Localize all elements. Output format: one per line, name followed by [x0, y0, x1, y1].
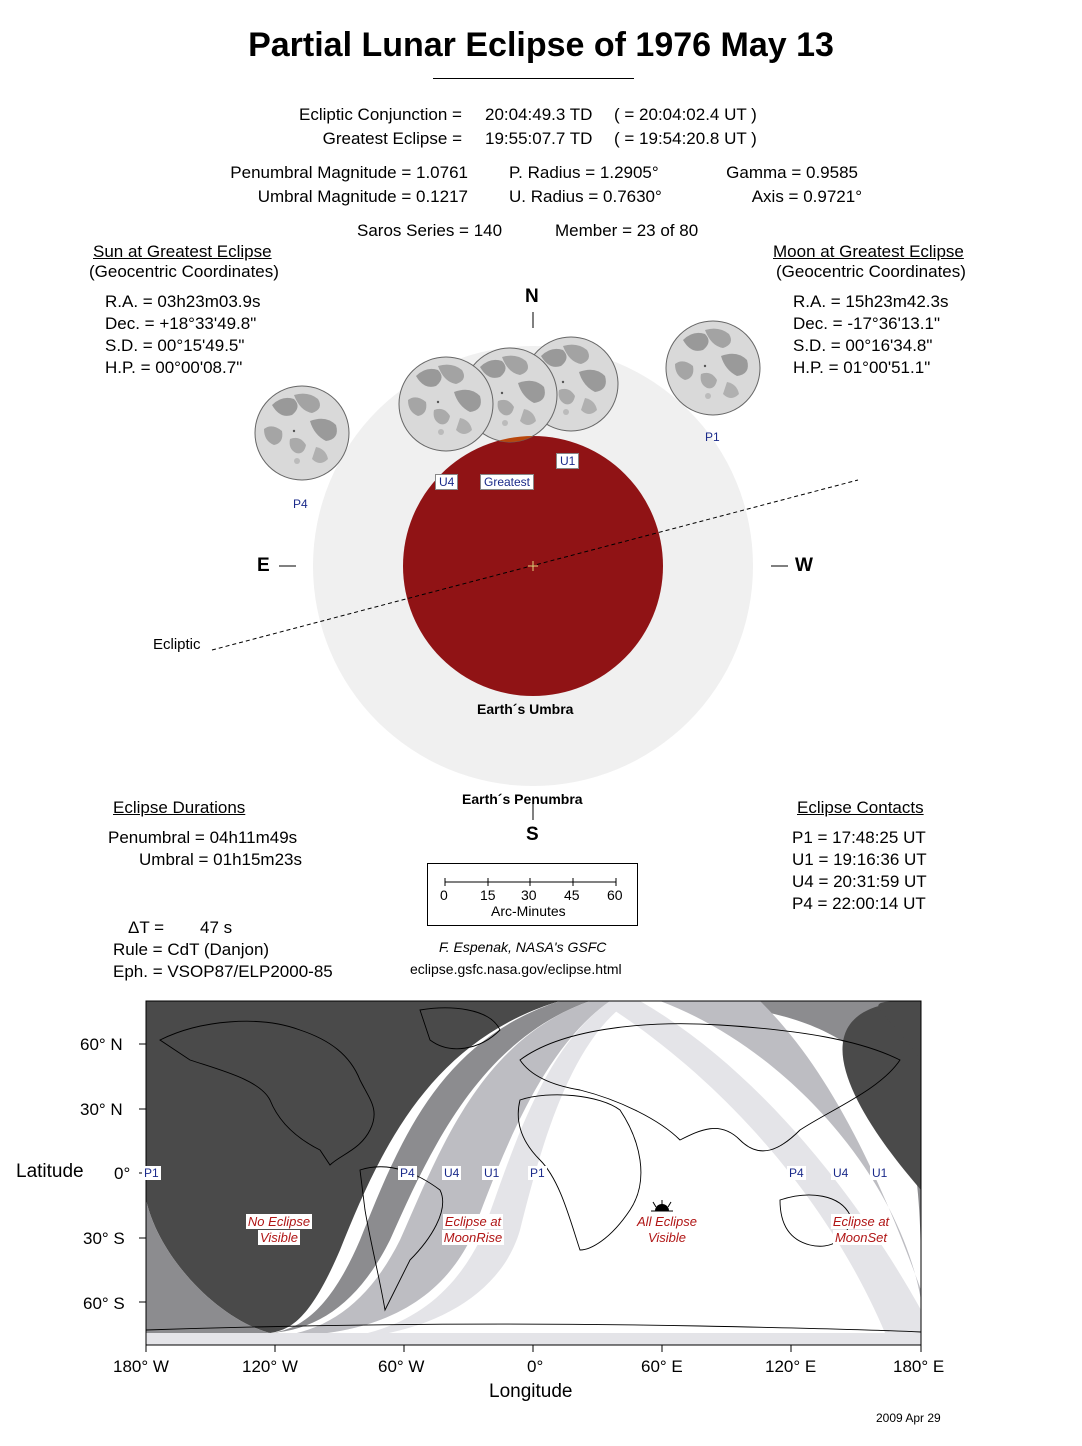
saros-series: Saros Series = 140 [357, 221, 503, 240]
conjunction-label: Ecliptic Conjunction = [298, 105, 462, 124]
scale-tick-15: 15 [480, 887, 496, 903]
axis: Axis = 0.9721° [751, 187, 862, 206]
moon-ra: R.A. = 15h23m42.3s [793, 292, 949, 311]
sun-dec: Dec. = +18°33'49.8" [105, 314, 257, 333]
lon-tick-120w: 120° W [242, 1357, 298, 1376]
lat-tick-60s: 60° S [83, 1294, 125, 1313]
greatest-label: Greatest Eclipse = [322, 129, 462, 148]
region-moonrise-label [434, 1214, 512, 1246]
contacts-heading: Eclipse Contacts [797, 798, 924, 817]
lon-tick-120e: 120° E [765, 1357, 817, 1376]
moon-hp: H.P. = 01°00'51.1" [793, 358, 931, 377]
ecliptic-label: Ecliptic [153, 636, 201, 653]
no-eclipse-line2: Visible [259, 1230, 299, 1245]
sun-hp: H.P. = 00°00'08.7" [105, 358, 243, 377]
u1-label: U1 [556, 453, 579, 469]
source-url: eclipse.gsfc.nasa.gov/eclipse.html [410, 961, 622, 977]
map-u1-left: U1 [484, 1166, 500, 1180]
map-u4-left: U4 [444, 1166, 460, 1180]
lon-tick-0: 0° [527, 1357, 544, 1376]
all-visible-line2: Visible [647, 1230, 687, 1245]
sun-subheading: (Geocentric Coordinates) [89, 262, 279, 281]
rule: Rule = CdT (Danjon) [113, 940, 270, 959]
lon-tick-60w: 60° W [378, 1357, 425, 1376]
duration-penumbral: Penumbral = 04h11m49s [108, 828, 298, 847]
sun-heading: Sun at Greatest Eclipse [93, 242, 272, 261]
region-no-eclipse-label [240, 1214, 318, 1246]
map-p1-mid: P1 [530, 1166, 545, 1180]
umbra-label: Earth´s Umbra [477, 701, 574, 717]
longitude-axis-label: Longitude [489, 1381, 573, 1402]
greatest-label: Greatest [480, 474, 534, 490]
south-label: S [526, 824, 539, 845]
greatest-ut: ( = 19:54:20.8 UT ) [614, 129, 757, 148]
p-radius: P. Radius = 1.2905° [509, 163, 659, 182]
umbral-magnitude: Umbral Magnitude = 0.1217 [257, 187, 468, 206]
greatest-td: 19:55:07.7 TD [485, 129, 593, 148]
sun-ra: R.A. = 03h23m03.9s [105, 292, 261, 311]
ephemeris: Eph. = VSOP87/ELP2000-85 [113, 962, 333, 981]
p1-label: P1 [705, 430, 720, 444]
lat-tick-60n: 60° N [80, 1035, 123, 1054]
delta-t-value: 47 s [200, 918, 233, 937]
durations-heading: Eclipse Durations [113, 798, 246, 817]
moonset-line2: MoonSet [834, 1230, 888, 1245]
penumbral-magnitude: Penumbral Magnitude = 1.0761 [230, 163, 468, 182]
sun-sd: S.D. = 00°15'49.5" [105, 336, 245, 355]
west-label: W [795, 555, 813, 576]
page-title: Partial Lunar Eclipse of 1976 May 13 [248, 26, 834, 64]
lon-tick-180w: 180° W [113, 1357, 169, 1376]
scale-label: Arc-Minutes [491, 903, 566, 919]
moon-sd: S.D. = 00°16'34.8" [793, 336, 933, 355]
lon-tick-180e: 180° E [893, 1357, 945, 1376]
penumbra-label: Earth´s Penumbra [462, 791, 583, 807]
contact-u1: U1 = 19:16:36 UT [792, 850, 927, 869]
latitude-axis-label: Latitude [16, 1161, 84, 1182]
region-all-visible-label [628, 1214, 706, 1246]
gamma: Gamma = 0.9585 [726, 163, 858, 182]
moon-subheading: (Geocentric Coordinates) [776, 262, 966, 281]
delta-t-label: ΔT = [128, 918, 165, 937]
all-visible-line1: All Eclipse [637, 1214, 697, 1229]
moon-heading: Moon at Greatest Eclipse [773, 242, 964, 261]
moonset-line1: Eclipse at [832, 1214, 890, 1229]
north-label: N [525, 286, 539, 307]
moonrise-line2: MoonRise [443, 1230, 503, 1245]
contact-p1: P1 = 17:48:25 UT [792, 828, 926, 847]
duration-umbral: Umbral = 01h15m23s [139, 850, 303, 869]
lat-tick-0: 0° [114, 1164, 131, 1183]
moonrise-line1: Eclipse at [444, 1214, 502, 1229]
scale-tick-45: 45 [564, 887, 580, 903]
conjunction-ut: ( = 20:04:02.4 UT ) [614, 105, 757, 124]
east-label: E [257, 555, 270, 576]
credit: F. Espenak, NASA's GSFC [439, 939, 607, 955]
lon-tick-60e: 60° E [641, 1357, 683, 1376]
no-eclipse-line1: No Eclipse [247, 1214, 311, 1229]
map-p4-right: P4 [789, 1166, 804, 1180]
map-p4-left: P4 [400, 1166, 415, 1180]
map-u4-right: U4 [833, 1166, 849, 1180]
map-u1-right: U1 [872, 1166, 888, 1180]
u4-label: U4 [435, 474, 458, 490]
scale-tick-60: 60 [607, 887, 623, 903]
scale-tick-30: 30 [521, 887, 537, 903]
conjunction-td: 20:04:49.3 TD [485, 105, 593, 124]
contact-p4: P4 = 22:00:14 UT [792, 894, 926, 913]
region-moonset-label [822, 1214, 900, 1246]
p4-label: P4 [293, 497, 308, 511]
scale-tick-0: 0 [440, 887, 448, 903]
lat-tick-30n: 30° N [80, 1100, 123, 1119]
map-p1-left: P1 [144, 1166, 159, 1180]
lat-tick-30s: 30° S [83, 1229, 125, 1248]
u-radius: U. Radius = 0.7630° [509, 187, 662, 206]
contact-u4: U4 = 20:31:59 UT [792, 872, 927, 891]
moon-dec: Dec. = -17°36'13.1" [793, 314, 940, 333]
revision-date: 2009 Apr 29 [876, 1411, 941, 1425]
saros-member: Member = 23 of 80 [555, 221, 699, 240]
